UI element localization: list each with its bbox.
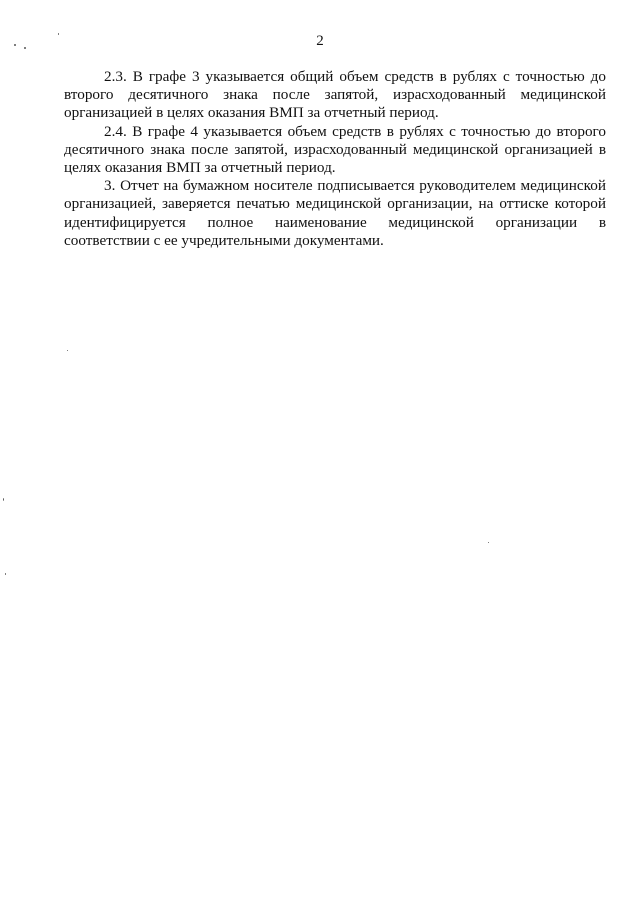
paragraph-2-3: 2.3. В графе 3 указывается общий объем средств в рублях с точностью до второго десятичного знака после запятой, израсходованный медицинской организацией в целях оказания ВМП за отчетный период. [64, 68, 606, 122]
document-body [64, 68, 606, 250]
paragraph-3: 3. Отчет на бумажном носителе подписывается руководителем медицинской организацией, заверяется печатью медицинской организации, на оттиске которой идентифицируется полное наименование медицинской организации в соответствии с ее учредительными документами. [64, 177, 606, 249]
scan-speck [24, 47, 26, 49]
scan-speck [67, 350, 68, 351]
scan-speck [5, 573, 6, 575]
scan-speck [488, 542, 489, 543]
scan-speck [14, 44, 16, 46]
scan-speck [3, 498, 4, 501]
paragraph-2-4: 2.4. В графе 4 указывается объем средств в рублях с точностью до второго десятичного знака после запятой, израсходованный медицинской организацией в целях оказания ВМП за отчетный период. [64, 122, 606, 177]
page-number: 2 [316, 33, 324, 49]
scan-speck [58, 33, 59, 35]
